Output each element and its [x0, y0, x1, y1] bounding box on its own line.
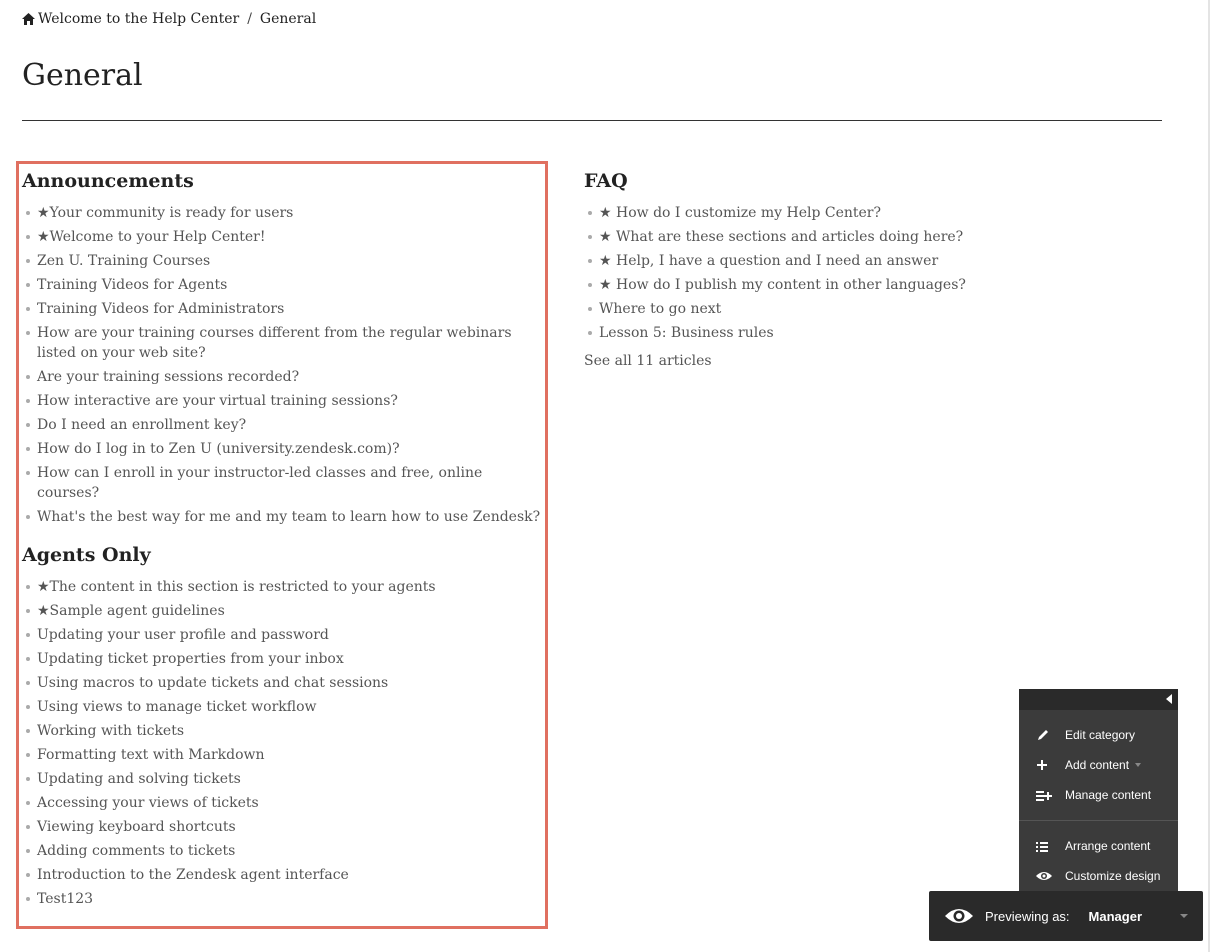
- list-icon: [1036, 839, 1052, 853]
- menu-item-label: Add content: [1065, 758, 1130, 772]
- list-item: [584, 323, 1144, 343]
- list-item: [22, 577, 542, 597]
- section-agents-only: [22, 540, 542, 913]
- list-item: [22, 367, 542, 387]
- section-title: [22, 166, 542, 196]
- article-link[interactable]: Using macros to update tickets and chat sessions: [37, 675, 389, 691]
- article-link[interactable]: ★The content in this section is restricted to your agents: [37, 579, 436, 595]
- section-title-link[interactable]: Agents Only: [22, 544, 151, 566]
- list-item: [22, 415, 542, 435]
- edit-category-button[interactable]: [1019, 723, 1178, 747]
- list-item: [22, 625, 542, 645]
- customize-design-button[interactable]: [1019, 864, 1178, 888]
- title-divider: [22, 120, 1162, 121]
- list-item: [22, 793, 542, 813]
- manage-content-button[interactable]: [1019, 783, 1178, 807]
- list-item: [22, 721, 542, 741]
- see-all-articles-link[interactable]: See all 11 articles: [584, 353, 712, 369]
- admin-menu: [1019, 689, 1178, 892]
- article-link[interactable]: Test123: [37, 891, 94, 907]
- list-item: [22, 889, 542, 909]
- preview-role-select[interactable]: Manager: [1088, 908, 1143, 924]
- arrange-content-button[interactable]: [1019, 834, 1178, 858]
- article-link[interactable]: Accessing your views of tickets: [37, 795, 259, 811]
- eye-icon: [944, 906, 974, 926]
- article-link[interactable]: ★ What are these sections and articles doing here?: [599, 229, 964, 245]
- dropdown-caret-icon: [1135, 763, 1141, 767]
- list-item: [584, 203, 1144, 223]
- section-title-link[interactable]: FAQ: [584, 170, 628, 192]
- article-link[interactable]: Updating your user profile and password: [37, 627, 329, 643]
- list-item: [22, 745, 542, 765]
- eye-icon: [1036, 869, 1052, 883]
- list-item: [22, 203, 542, 223]
- list-item: [22, 507, 542, 527]
- article-link[interactable]: Training Videos for Administrators: [37, 301, 285, 317]
- page-title: General: [22, 58, 143, 93]
- article-list: [584, 203, 1144, 343]
- article-link[interactable]: How interactive are your virtual training sessions?: [37, 393, 398, 409]
- list-item: [22, 391, 542, 411]
- menu-item-label: Manage content: [1065, 788, 1152, 802]
- list-item: [22, 323, 542, 363]
- collapse-arrow-icon[interactable]: [1166, 694, 1172, 704]
- article-link[interactable]: How are your training courses different from the regular webinars listed on your web site?: [37, 325, 512, 361]
- list-item: [22, 275, 542, 295]
- list-item: [22, 601, 542, 621]
- article-list: [22, 577, 542, 909]
- list-item: [22, 649, 542, 669]
- article-link[interactable]: Do I need an enrollment key?: [37, 417, 247, 433]
- list-item: [22, 439, 542, 459]
- article-link[interactable]: Updating and solving tickets: [37, 771, 241, 787]
- article-link[interactable]: Using views to manage ticket workflow: [37, 699, 317, 715]
- list-item: [22, 841, 542, 861]
- list-item: [22, 697, 542, 717]
- manage-list-icon: [1036, 788, 1052, 802]
- article-link[interactable]: Are your training sessions recorded?: [37, 369, 300, 385]
- article-link[interactable]: Updating ticket properties from your inbox: [37, 651, 344, 667]
- list-item: [22, 817, 542, 837]
- list-item: [22, 673, 542, 693]
- article-link[interactable]: Viewing keyboard shortcuts: [37, 819, 236, 835]
- article-link[interactable]: ★ Help, I have a question and I need an answer: [599, 253, 939, 269]
- list-item: [22, 299, 542, 319]
- section-announcements: [22, 166, 542, 531]
- article-link[interactable]: Introduction to the Zendesk agent interface: [37, 867, 349, 883]
- pencil-icon: [1036, 728, 1052, 742]
- menu-item-label: Customize design: [1065, 869, 1161, 883]
- list-item: [584, 227, 1144, 247]
- article-link[interactable]: ★ How do I customize my Help Center?: [599, 205, 881, 221]
- article-link[interactable]: ★ How do I publish my content in other languages?: [599, 277, 966, 293]
- article-link[interactable]: ★Welcome to your Help Center!: [37, 229, 266, 245]
- article-link[interactable]: How do I log in to Zen U (university.zendesk.com)?: [37, 441, 400, 457]
- menu-item-label: Arrange content: [1065, 839, 1151, 853]
- menu-divider: [1019, 820, 1178, 821]
- article-link[interactable]: Formatting text with Markdown: [37, 747, 265, 763]
- section-title-link[interactable]: Announcements: [22, 170, 194, 192]
- list-item: [22, 227, 542, 247]
- list-item: [22, 769, 542, 789]
- breadcrumb-current-link[interactable]: General: [259, 11, 317, 27]
- article-link[interactable]: Working with tickets: [37, 723, 185, 739]
- article-list: [22, 203, 542, 527]
- list-item: [584, 299, 1144, 319]
- article-link[interactable]: How can I enroll in your instructor-led classes and free, online courses?: [37, 465, 483, 501]
- article-link[interactable]: ★Your community is ready for users: [37, 205, 294, 221]
- home-icon: [22, 13, 35, 25]
- breadcrumb-separator: /: [247, 11, 252, 27]
- article-link[interactable]: Training Videos for Agents: [37, 277, 228, 293]
- admin-menu-header: [1019, 689, 1178, 710]
- preview-bar: [929, 891, 1203, 941]
- plus-icon: [1036, 758, 1052, 772]
- chevron-down-icon[interactable]: [1180, 914, 1188, 918]
- menu-item-label: Edit category: [1065, 728, 1136, 742]
- article-link[interactable]: ★Sample agent guidelines: [37, 603, 225, 619]
- list-item: [22, 463, 542, 503]
- article-link[interactable]: Zen U. Training Courses: [37, 253, 211, 269]
- article-link[interactable]: What's the best way for me and my team to learn how to use Zendesk?: [37, 509, 541, 525]
- breadcrumb-home-link[interactable]: Welcome to the Help Center: [38, 11, 240, 27]
- article-link[interactable]: Lesson 5: Business rules: [599, 325, 774, 341]
- list-item: [584, 251, 1144, 271]
- add-content-button[interactable]: [1019, 753, 1178, 777]
- preview-label: Previewing as:: [985, 908, 1070, 924]
- section-faq: [584, 166, 1144, 369]
- section-title: [22, 540, 542, 570]
- article-link[interactable]: Where to go next: [599, 301, 722, 317]
- article-link[interactable]: Adding comments to tickets: [37, 843, 236, 859]
- list-item: [22, 251, 542, 271]
- breadcrumb: [22, 11, 316, 27]
- list-item: [584, 275, 1144, 295]
- list-item: [22, 865, 542, 885]
- section-title: [584, 166, 1144, 196]
